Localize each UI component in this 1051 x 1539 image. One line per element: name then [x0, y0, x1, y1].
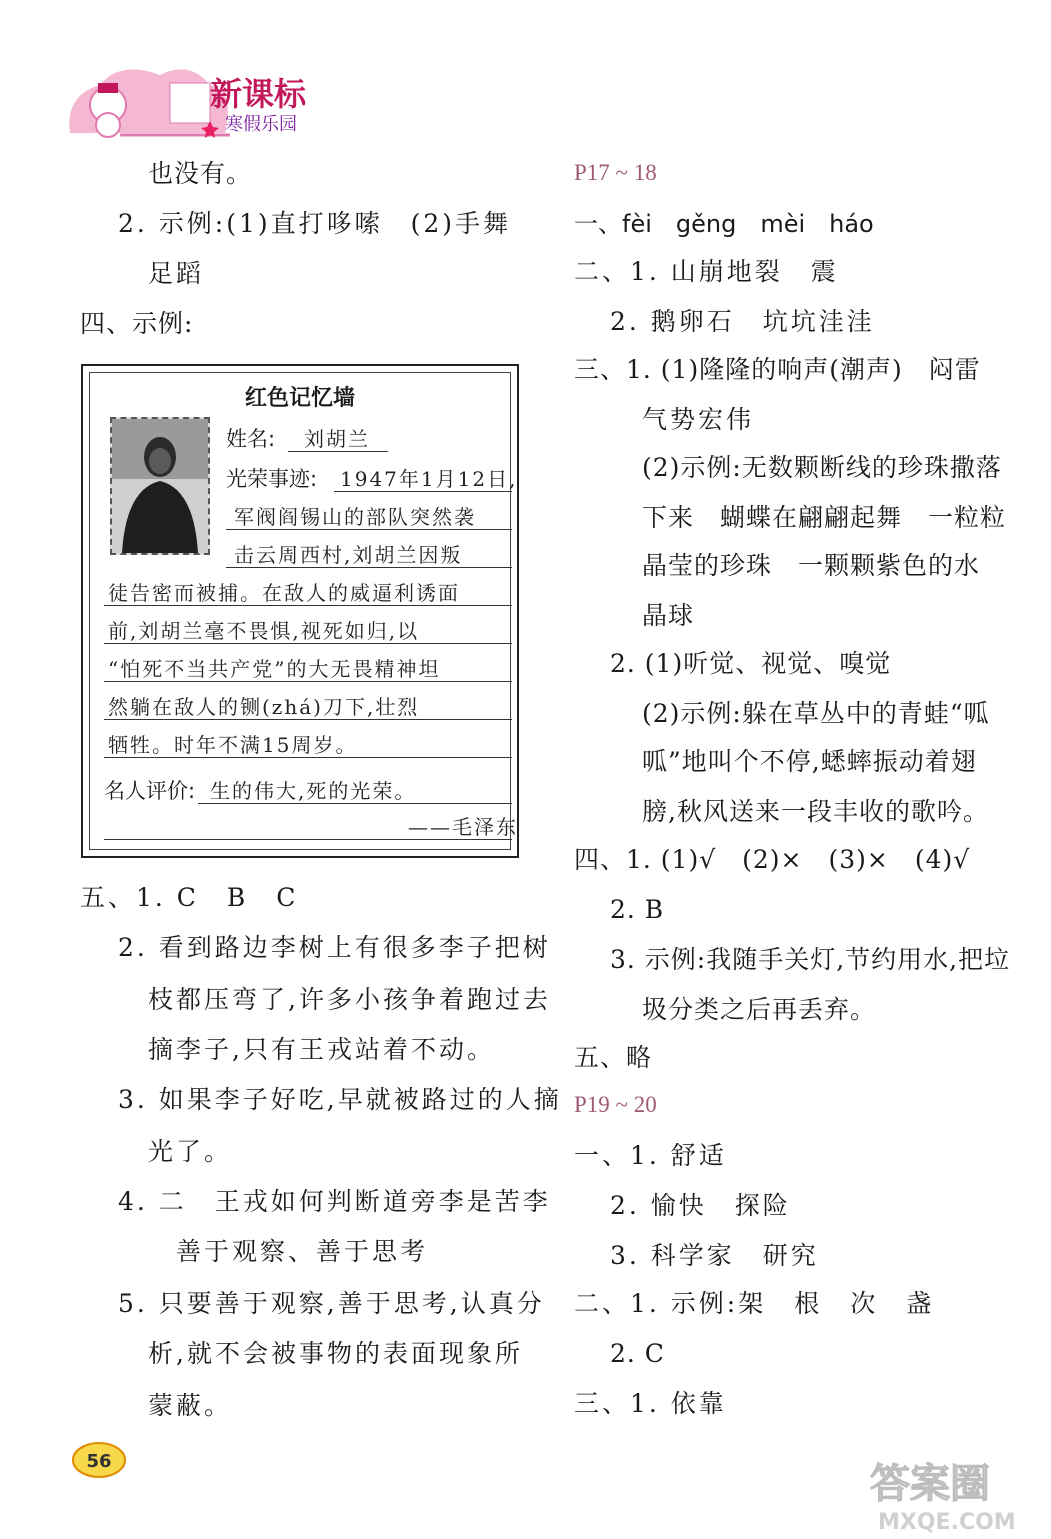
- comment-signature: ——毛泽东: [408, 815, 518, 839]
- deeds-line-5: 前,刘胡兰毫不畏惧,视死如归,以: [108, 619, 420, 643]
- left-line-14: 析,就不会被事物的表面现象所: [148, 1339, 523, 1368]
- watermark-text: 答案圈: [870, 1461, 990, 1507]
- logo-subtitle: 寒假乐园: [225, 114, 297, 135]
- left-line-4: 四、示例:: [80, 309, 194, 338]
- deeds-label: 光荣事迹:: [226, 467, 318, 491]
- deeds-line-4: 徒告密而被捕。在敌人的威逼利诱面: [108, 581, 460, 605]
- right-line-20: 2. 愉快 探险: [610, 1191, 791, 1220]
- left-line-5: 五、1. C B C: [80, 883, 299, 912]
- right-line-15: 2. B: [610, 895, 665, 924]
- logo-title: 新课标: [210, 75, 307, 113]
- portrait-photo: [110, 417, 210, 555]
- left-line-7: 枝都压弯了,许多小孩争着跑过去: [148, 985, 551, 1014]
- right-line-7: 下来 蝴蝶在翩翩起舞 一粒粒: [642, 503, 1007, 532]
- left-line-2: 2. 示例:(1)直打哆嗦 (2)手舞: [118, 209, 512, 238]
- page-number-badge: [70, 1440, 128, 1480]
- left-line-10: 光了。: [148, 1137, 233, 1166]
- watermark-logo: [860, 1455, 1040, 1535]
- memory-wall-card: [81, 364, 519, 858]
- right-line-24: 三、1. 依靠: [574, 1389, 727, 1418]
- deeds-line-8: 牺牲。时年不满15周岁。: [108, 733, 358, 757]
- right-line-4: 三、1. (1)隆隆的响声(潮声) 闷雷: [574, 355, 981, 384]
- right-line-8: 晶莹的珍珠 一颗颗紫色的水: [642, 551, 981, 580]
- right-line-18: 五、略: [574, 1043, 653, 1072]
- page-number: 56: [86, 1451, 112, 1472]
- pinyin-line: 一、fèi gěng mèi háo: [574, 210, 874, 238]
- deeds-line-2: 军阀阎锡山的部队突然袭: [234, 505, 476, 529]
- right-line-2: 二、1. 山崩地裂 震: [574, 257, 839, 286]
- left-line-1: 也没有。: [148, 159, 253, 188]
- page-ref-17-18: P17 ~ 18: [574, 160, 657, 185]
- left-line-12: 善于观察、善于思考: [176, 1237, 429, 1266]
- right-line-12: 呱”地叫个不停,蟋蟀振动着翅: [642, 747, 977, 776]
- left-line-3: 足蹈: [148, 259, 205, 288]
- deeds-line-1: 1947年1月12日,: [340, 467, 518, 491]
- right-line-9: 晶球: [642, 601, 695, 630]
- right-line-10: 2. (1)听觉、视觉、嗅觉: [610, 649, 892, 678]
- left-line-8: 摘李子,只有王戎站着不动。: [148, 1035, 495, 1064]
- page-ref-19-20: P19 ~ 20: [574, 1092, 657, 1117]
- right-line-23: 2. C: [610, 1339, 665, 1368]
- name-label: 姓名:: [226, 427, 276, 451]
- right-line-6: (2)示例:无数颗断线的珍珠撒落: [642, 453, 1002, 482]
- deeds-line-3: 击云周西村,刘胡兰因叛: [234, 543, 463, 567]
- left-line-9: 3. 如果李子好吃,早就被路过的人摘: [118, 1085, 562, 1114]
- name-value: 刘胡兰: [304, 427, 370, 451]
- watermark-url: MXQE.COM: [878, 1510, 1016, 1535]
- right-line-11: (2)示例:躲在草丛中的青蛙“呱: [642, 699, 990, 728]
- left-line-6: 2. 看到路边李树上有很多李子把树: [118, 933, 551, 962]
- right-line-5: 气势宏伟: [642, 405, 755, 434]
- deeds-line-6: “怕死不当共产党”的大无畏精神坦: [108, 657, 441, 681]
- left-line-11: 4. 二 王戎如何判断道旁李是苦李: [118, 1187, 551, 1216]
- right-line-3: 2. 鹅卵石 坑坑洼洼: [610, 307, 875, 336]
- comment-label: 名人评价:: [104, 779, 196, 803]
- card-title: 红色记忆墙: [244, 386, 355, 411]
- right-line-16: 3. 示例:我随手关灯,节约用水,把垃: [610, 945, 1011, 974]
- left-line-15: 蒙蔽。: [148, 1391, 233, 1420]
- right-line-22: 二、1. 示例:架 根 次 盏: [574, 1289, 935, 1318]
- header-logo: [60, 55, 340, 145]
- right-line-13: 膀,秋风送来一段丰收的歌吟。: [642, 797, 989, 826]
- right-line-14: 四、1. (1)√ (2)× (3)× (4)√: [574, 845, 971, 874]
- right-line-19: 一、1. 舒适: [574, 1141, 727, 1170]
- deeds-line-7: 然躺在敌人的铡(zhá)刀下,壮烈: [108, 695, 420, 719]
- left-line-13: 5. 只要善于观察,善于思考,认真分: [118, 1289, 545, 1318]
- right-line-17: 圾分类之后再丢弃。: [642, 995, 877, 1024]
- right-line-21: 3. 科学家 研究: [610, 1241, 819, 1270]
- comment-value: 生的伟大,死的光荣。: [210, 779, 417, 803]
